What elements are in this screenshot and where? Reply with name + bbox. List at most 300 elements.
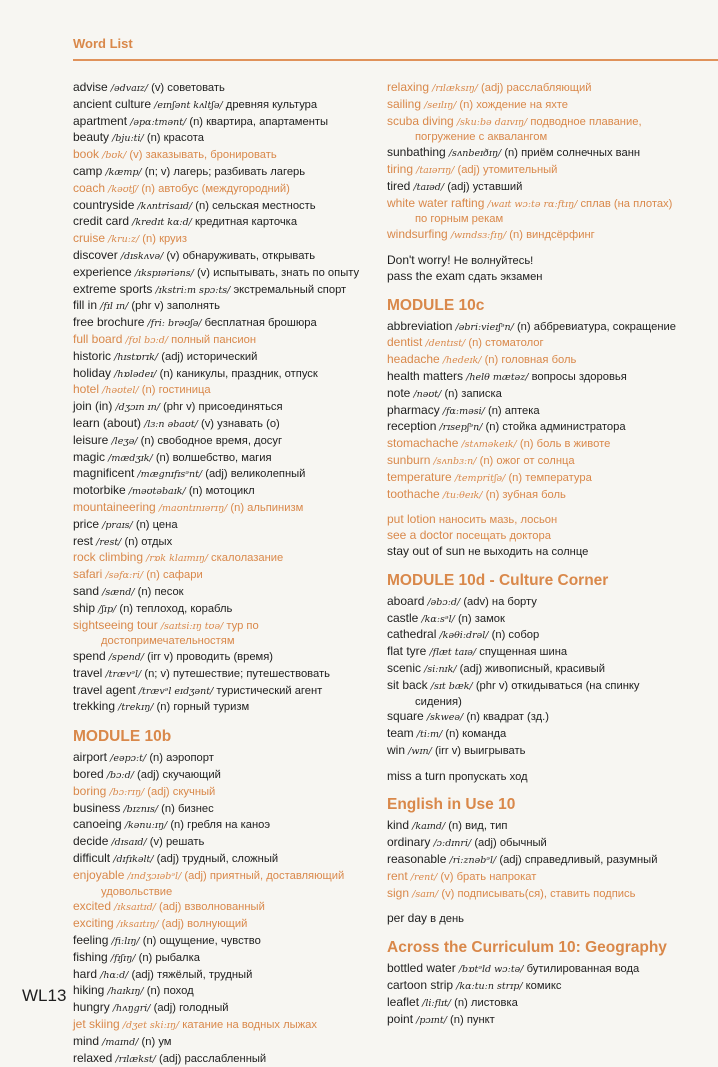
entry-word: excited [73, 899, 112, 914]
entry-transcription: /trævᵊl/ [105, 668, 142, 680]
entry-translation: ожог от солнца [496, 454, 575, 467]
entry-translation: пункт [466, 1013, 495, 1026]
entry-translation: приём солнечных ванн [521, 147, 641, 160]
word-entry [73, 198, 378, 215]
word-entry [73, 1017, 378, 1034]
entry-translation: трудный, сложный [182, 853, 279, 866]
entry-word: white water rafting [387, 195, 485, 210]
entry-translation: красота [163, 132, 204, 145]
entry-translation: команда [462, 728, 507, 741]
entry-transcription: /əbriːvieɪʃᵊn/ [455, 321, 514, 333]
word-entry [73, 80, 378, 97]
word-entry [387, 80, 712, 97]
entry-transcription: /ɪksaɪtɪd/ [114, 902, 156, 914]
word-entry [73, 801, 378, 818]
entry-part-of-speech: (n) [141, 384, 156, 397]
entry-word: headache [387, 352, 440, 367]
entry-part-of-speech: (v) [441, 887, 455, 900]
entry-transcription: /bɔːrɪŋ/ [109, 786, 145, 798]
word-entry [73, 517, 378, 534]
entry-transcription: /bjuːti/ [112, 133, 144, 145]
entry-translation: откидываться (на спинку [511, 679, 640, 692]
entry-transcription: /rest/ [96, 536, 122, 548]
right-column [387, 80, 712, 1028]
entry-part-of-speech: (adj) [459, 662, 483, 675]
phrase-translation: посещать доктора [456, 530, 551, 543]
word-entry [73, 214, 378, 231]
entry-transcription: /kredɪt kɑːd/ [132, 217, 192, 229]
entry-word: toothache [387, 486, 440, 501]
word-entry [387, 386, 712, 403]
entry-word: dentist [387, 335, 423, 350]
entry-word: sunburn [387, 452, 431, 467]
entry-transcription: /fiːlɪŋ/ [111, 936, 140, 948]
entry-word: scuba diving [387, 113, 454, 128]
entry-part-of-speech: (n) [161, 802, 175, 815]
entry-transcription: /kaɪnd/ [412, 821, 446, 833]
entry-part-of-speech: (n) [450, 1013, 464, 1026]
entry-word: ordinary [387, 835, 431, 850]
word-entry [387, 627, 712, 644]
phrase-text: Don't worry! [387, 252, 451, 267]
entry-translation: скучный [172, 785, 216, 798]
entry-transcription: /kʌntrisaɪd/ [137, 200, 193, 212]
entry-part-of-speech: (n) [141, 1035, 156, 1048]
phrase-list [387, 769, 712, 785]
word-entry [73, 466, 378, 483]
entry-word: book [73, 147, 100, 162]
entry-transcription: /flæt taɪə/ [429, 647, 477, 659]
entry-translation-continued: погружение с аквалангом [415, 131, 548, 144]
word-entry [73, 550, 378, 567]
entry-word: trekking [73, 699, 116, 714]
entry-transcription: /pɔɪnt/ [416, 1014, 447, 1026]
entry-translation: расслабляющий [506, 82, 592, 94]
entry-translation: уставший [472, 180, 523, 193]
entry-translation: спущенная шина [479, 646, 568, 659]
entry-part-of-speech: (v) [196, 266, 210, 279]
entry-transcription: /hʌŋgri/ [112, 1003, 151, 1015]
word-entry [387, 436, 712, 453]
entry-translation: лагерь; разбивать лагерь [173, 165, 306, 178]
entry-word: kind [387, 818, 410, 833]
entry-transcription: /tiːm/ [416, 729, 443, 741]
word-entry [387, 352, 712, 369]
entry-word: cathedral [387, 627, 437, 642]
phrase-translation: в день [430, 913, 464, 926]
entry-translation: горный туризм [173, 701, 250, 714]
phrase-list [387, 911, 712, 927]
word-entry [387, 886, 712, 903]
entry-word: reception [387, 419, 437, 434]
entry-part-of-speech: (phr v) [131, 300, 164, 313]
entry-part-of-speech: (n) [142, 935, 157, 948]
word-entry [73, 868, 378, 900]
entry-part-of-speech: (adj) [457, 163, 480, 176]
entry-word: leisure [73, 432, 109, 447]
entry-word: abbreviation [387, 318, 453, 333]
word-entry [73, 332, 378, 349]
entry-transcription: /kəʊtʃ/ [108, 183, 139, 195]
entry-part-of-speech: (n; v) [144, 667, 170, 680]
entry-transcription: /hɪstɒrɪk/ [114, 351, 159, 363]
entry-part-of-speech: (n) [519, 438, 534, 451]
entry-transcription: /sʌnbeɪðɪŋ/ [448, 148, 502, 160]
entry-transcription: /trævᵊl eɪdʒənt/ [138, 685, 214, 697]
entry-part-of-speech: (n) [444, 387, 459, 400]
entry-word: spend [73, 649, 106, 664]
entry-list [387, 594, 712, 760]
phrase-entry [387, 544, 712, 560]
entry-transcription: /kruːz/ [108, 234, 140, 246]
phrase-translation: наносить мазь, лосьон [438, 514, 558, 527]
entry-translation: волнующий [187, 918, 248, 931]
entry-translation: присоединяться [198, 401, 283, 414]
word-entry [73, 567, 378, 584]
entry-part-of-speech: (adj) [447, 180, 470, 193]
word-entry [387, 1012, 712, 1029]
phrase-entry [387, 253, 712, 269]
entry-word: credit card [73, 214, 130, 229]
entry-translation: замок [474, 612, 505, 625]
word-entry [73, 500, 378, 517]
entry-translation: бутилированная вода [526, 963, 640, 976]
word-entry [73, 851, 378, 868]
entry-word: extreme sports [73, 281, 153, 296]
entry-part-of-speech: (n) [479, 454, 494, 467]
entry-transcription: /tuːθeɪk/ [442, 489, 483, 501]
entry-part-of-speech: (n) [509, 229, 523, 242]
entry-transcription: /fɑːməsi/ [442, 405, 485, 417]
entry-word: sand [73, 583, 100, 598]
entry-word: scenic [387, 660, 422, 675]
entry-part-of-speech: (v) [151, 82, 165, 94]
word-entry [387, 852, 712, 869]
entry-transcription: /kəθiːdrəl/ [439, 630, 489, 642]
entry-translation: ощущение, чувство [159, 935, 261, 948]
entry-translation: квадрат (зд.) [483, 711, 550, 724]
entry-part-of-speech: (irr v) [434, 744, 462, 757]
entry-transcription: /riːznəbᵊl/ [449, 855, 497, 867]
entry-list [73, 80, 378, 716]
entry-word: apartment [73, 113, 128, 128]
entry-translation: испытывать, знать по опыту [213, 266, 360, 279]
entry-word: historic [73, 348, 112, 363]
entry-word: enjoyable [73, 867, 125, 882]
entry-word: castle [387, 610, 419, 625]
word-entry [73, 366, 378, 383]
word-entry [73, 433, 378, 450]
entry-transcription: /kɑːtuːn strɪp/ [456, 981, 523, 993]
entry-translation: кредитная карточка [194, 216, 298, 229]
entry-part-of-speech: (v) [129, 149, 143, 162]
entry-word: countryside [73, 197, 135, 212]
header-divider [73, 59, 718, 61]
entry-translation-continued: удовольствие [101, 885, 173, 898]
word-entry [387, 818, 712, 835]
entry-word: exciting [73, 916, 114, 931]
word-entry [73, 147, 378, 164]
entry-part-of-speech: (n) [188, 485, 203, 498]
entry-transcription: /kɑːsᵊl/ [421, 613, 455, 625]
entry-word: free brochure [73, 315, 145, 330]
word-entry [73, 231, 378, 248]
entry-part-of-speech: (adj) [205, 468, 228, 481]
entry-transcription: /wɪn/ [408, 745, 432, 757]
entry-word: advise [73, 80, 108, 94]
entry-word: business [73, 800, 121, 815]
entry-translation: квартира, апартаменты [206, 115, 329, 128]
entry-part-of-speech: (n) [155, 451, 170, 464]
entry-part-of-speech: (n) [457, 612, 472, 625]
entry-transcription: /friː brəʊʃə/ [147, 318, 202, 330]
entry-part-of-speech: (n) [487, 404, 502, 417]
entry-transcription: /bɪznɪs/ [123, 803, 159, 815]
entry-transcription: /waɪt wɔːtə rɑːftɪŋ/ [487, 198, 578, 210]
word-entry [387, 470, 712, 487]
word-entry [73, 950, 378, 967]
entry-transcription: /ɪkspɪəriəns/ [134, 267, 194, 279]
entry-translation: круиз [159, 233, 188, 246]
phrase-translation: пропускать ход [448, 770, 528, 783]
entry-part-of-speech: (n) [142, 233, 156, 246]
entry-transcription: /helθ mætəz/ [466, 371, 529, 383]
entry-translation: мотоцикл [205, 485, 255, 498]
entry-translation: вопросы здоровья [531, 370, 627, 383]
entry-word: sunbathing [387, 145, 446, 160]
entry-transcription: /bɔːd/ [106, 770, 134, 782]
word-entry [387, 961, 712, 978]
entry-part-of-speech: (n) [149, 752, 163, 765]
entry-part-of-speech: (n; v) [144, 165, 171, 178]
word-entry [387, 97, 712, 114]
entry-part-of-speech: (n) [508, 471, 523, 484]
entry-translation: аббревиатура, сокращение [533, 320, 676, 333]
entry-word: sign [387, 885, 410, 900]
entry-transcription: /spend/ [108, 652, 144, 664]
entry-translation: приятный, доставляющий [209, 869, 345, 882]
entry-part-of-speech: (n) [230, 501, 245, 514]
phrase-translation: Не волнуйтесь! [453, 254, 534, 267]
entry-translation: справедливый, разумный [524, 854, 658, 867]
entry-translation: решать [165, 836, 205, 849]
entry-translation: поход [163, 985, 194, 998]
word-entry [387, 453, 712, 470]
entry-translation: зубная боль [502, 488, 566, 501]
entry-part-of-speech: (n) [189, 115, 204, 128]
entry-word: team [387, 726, 414, 741]
entry-part-of-speech: (n) [124, 535, 139, 548]
entry-transcription: /maʊntɪnɪərɪŋ/ [158, 502, 228, 514]
phrase-text: pass the exam [387, 268, 466, 283]
entry-transcription: /sænd/ [102, 586, 135, 598]
entry-translation: автобус (междугородний) [158, 182, 290, 195]
entry-translation: вид, тип [465, 820, 508, 833]
entry-transcription: /taɪərɪŋ/ [416, 164, 455, 176]
entry-translation: экстремальный спорт [233, 283, 347, 296]
entry-word: temperature [387, 469, 452, 484]
entry-part-of-speech: (adj) [153, 1002, 176, 1015]
entry-word: rest [73, 533, 94, 548]
entry-word: stomachache [387, 436, 459, 451]
entry-translation: туристический агент [216, 684, 323, 697]
entry-word: sightseeing tour [73, 617, 158, 632]
entry-transcription: /trekɪŋ/ [118, 702, 154, 714]
entry-translation: подводное плавание, [530, 115, 642, 128]
curriculum-heading: Across the Curriculum 10: Geography [387, 939, 667, 957]
entry-word: join (in) [73, 399, 113, 414]
entry-word: note [387, 385, 411, 400]
entry-word: square [387, 709, 424, 724]
entry-word: travel [73, 665, 103, 680]
word-entry [73, 750, 378, 767]
word-entry [73, 784, 378, 801]
entry-translation: тяжёлый, трудный [156, 968, 253, 981]
entry-transcription: /ɔːdɪnri/ [433, 838, 472, 850]
phrase-text: put lotion [387, 512, 436, 527]
entry-translation: цена [152, 518, 178, 531]
entry-transcription: /skweə/ [426, 712, 464, 724]
entry-part-of-speech: (n) [484, 354, 499, 367]
entry-word: tired [387, 178, 411, 193]
word-entry [73, 899, 378, 916]
left-column [73, 80, 378, 1067]
entry-transcription: /həʊtel/ [102, 385, 139, 397]
word-entry [73, 817, 378, 834]
phrase-entry [387, 769, 712, 785]
word-entry [73, 534, 378, 551]
entry-word: hotel [73, 382, 100, 397]
entry-part-of-speech: (n) [468, 337, 483, 350]
entry-word: full board [73, 331, 123, 346]
entry-translation: теплоход, корабль [136, 602, 233, 615]
entry-transcription: /dʒɔɪn ɪn/ [115, 402, 160, 414]
entry-part-of-speech: (adj) [161, 350, 184, 363]
entry-part-of-speech: (n) [445, 728, 460, 741]
phrase-translation: сдать экзамен [468, 270, 543, 283]
word-entry [387, 678, 712, 710]
entry-transcription: /wɪndsɜːfɪŋ/ [450, 230, 507, 242]
entry-transcription: /mædʒɪk/ [108, 452, 153, 464]
entry-part-of-speech: (adj) [499, 854, 522, 867]
entry-word: fill in [73, 298, 98, 313]
word-entry [73, 983, 378, 1000]
entry-part-of-speech: (adv) [463, 595, 489, 608]
word-entry [387, 162, 712, 179]
entry-translation: обычный [499, 837, 547, 850]
entry-translation: бизнес [177, 802, 214, 815]
word-entry [73, 584, 378, 601]
entry-part-of-speech: (n) [516, 320, 531, 333]
entry-part-of-speech: (n) [137, 585, 152, 598]
entry-word: rock climbing [73, 550, 144, 565]
word-entry [73, 1034, 378, 1051]
word-entry [73, 618, 378, 650]
entry-part-of-speech: (n) [466, 711, 481, 724]
entry-transcription: /eɪnʃənt kʌltʃə/ [154, 99, 223, 111]
entry-part-of-speech: (n) [140, 434, 155, 447]
entry-word: tiring [387, 161, 414, 176]
word-entry [73, 114, 378, 131]
phrase-text: per day [387, 911, 428, 926]
word-entry [387, 995, 712, 1012]
entry-word: boring [73, 783, 107, 798]
entry-translation: скалолазание [211, 552, 284, 565]
page-title: Word List [73, 36, 133, 51]
entry-translation: расслабленный [184, 1052, 267, 1065]
entry-transcription: /ʃɪp/ [98, 603, 117, 615]
entry-translation: сафари [162, 569, 203, 582]
entry-list [387, 961, 712, 1028]
entry-part-of-speech: (n) [504, 147, 519, 160]
entry-transcription: /hedeɪk/ [442, 355, 482, 367]
entry-word: bored [73, 767, 104, 782]
entry-part-of-speech: (v) [166, 249, 180, 262]
entry-word: camp [73, 163, 103, 178]
entry-transcription: /saɪn/ [412, 888, 439, 900]
entry-word: beauty [73, 130, 110, 145]
word-entry [73, 349, 378, 366]
entry-translation: собор [508, 629, 540, 642]
entry-part-of-speech: (irr v) [147, 651, 174, 664]
entry-word: pharmacy [387, 402, 440, 417]
entry-transcription: /leʒə/ [111, 435, 138, 447]
entry-word: hard [73, 966, 98, 981]
entry-transcription: /hɑːd/ [100, 969, 129, 981]
entry-part-of-speech: (n) [156, 701, 171, 714]
entry-word: relaxed [73, 1050, 113, 1065]
entry-translation: стоматолог [485, 337, 544, 350]
word-entry [387, 709, 712, 726]
entry-transcription: /liːflɪt/ [422, 997, 452, 1009]
word-entry [73, 265, 378, 282]
entry-part-of-speech: (adj) [147, 785, 170, 798]
entry-translation: аптека [504, 404, 540, 417]
entry-word: motorbike [73, 483, 126, 498]
entry-translation: выигрывать [464, 744, 526, 757]
entry-part-of-speech: (phr v) [163, 401, 196, 414]
entry-translation: боль в животе [536, 438, 611, 451]
entry-word: learn (about) [73, 415, 142, 430]
entry-translation: свободное время, досуг [157, 434, 283, 447]
entry-transcription: /dɪskʌvə/ [120, 250, 164, 262]
word-entry [387, 227, 712, 244]
entry-transcription: /fʊl bɔːd/ [125, 334, 169, 346]
word-entry [73, 315, 378, 332]
word-entry [73, 248, 378, 265]
entry-word: aboard [387, 593, 425, 608]
entry-translation: аэропорт [166, 752, 214, 765]
entry-translation: ум [158, 1035, 172, 1048]
entry-transcription: /tempritʃə/ [454, 472, 506, 484]
phrase-entry [387, 269, 712, 285]
word-entry [387, 419, 712, 436]
entry-transcription: /seɪlɪŋ/ [424, 99, 457, 111]
word-entry [73, 666, 378, 683]
word-entry [387, 978, 712, 995]
phrase-text: miss a turn [387, 768, 446, 783]
entry-part-of-speech: (adj) [156, 853, 180, 866]
entry-word: travel agent [73, 682, 136, 697]
entry-part-of-speech: (n) [170, 819, 184, 832]
entry-transcription: /ɪksaɪtɪŋ/ [116, 919, 159, 931]
entry-part-of-speech: (n) [146, 985, 161, 998]
entry-transcription: /hɒlədeɪ/ [114, 368, 157, 380]
entry-part-of-speech: (adj) [474, 837, 497, 850]
entry-translation: комикс [525, 980, 562, 993]
entry-transcription: /ɪkstriːm spɔːts/ [155, 284, 231, 296]
entry-translation: хождение на яхте [476, 98, 568, 111]
